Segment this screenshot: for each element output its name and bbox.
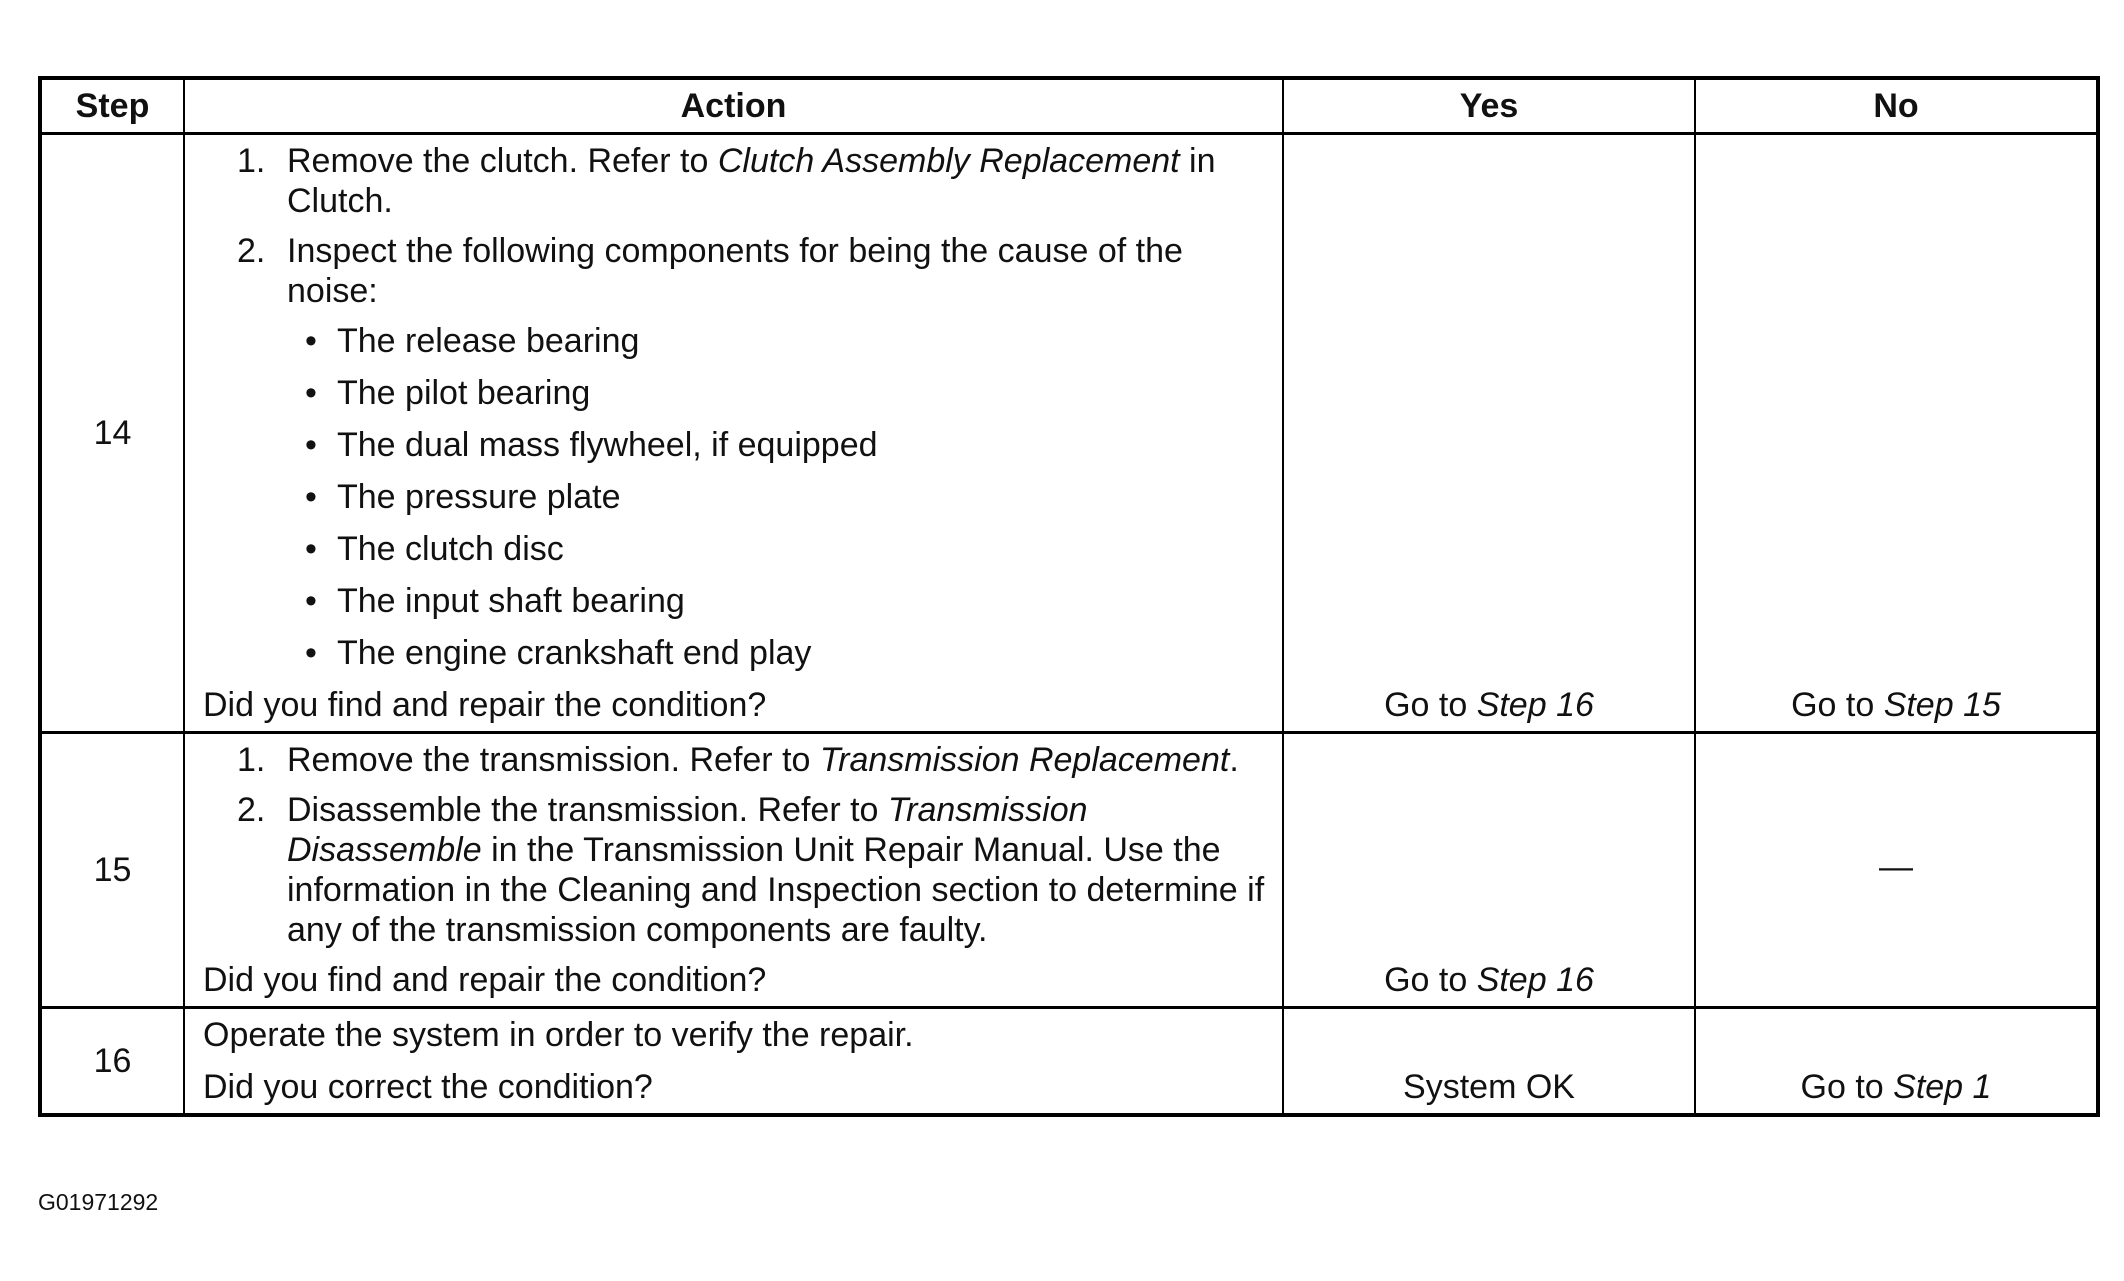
no-step-ref: Step 1 (1893, 1068, 1992, 1106)
table-row-step-14 (40, 134, 2098, 733)
question-text: Did you find and repair the condition? (203, 961, 767, 999)
no-step-ref: Step 15 (1883, 686, 2001, 724)
item-reference: Clutch Assembly Replacement (717, 142, 1180, 180)
header-yes: Yes (1283, 78, 1695, 134)
header-action: Action (184, 78, 1283, 134)
bullet-item (203, 425, 1266, 465)
diagnostic-table (38, 76, 2100, 1117)
bullet-item (203, 633, 1266, 673)
item-text: Disassemble the transmission. Refer to (287, 791, 888, 829)
bullet-icon: • (305, 322, 317, 360)
bullet-icon: • (305, 426, 317, 464)
numbered-list (203, 740, 1266, 950)
item-number: 2. (237, 791, 266, 829)
bullet-text: The engine crankshaft end play (337, 634, 812, 672)
list-item (203, 231, 1266, 311)
question-text: Did you correct the condition? (203, 1068, 653, 1106)
yes-step-ref: Step 16 (1476, 961, 1594, 999)
yes-text: Go to (1384, 686, 1477, 724)
action-cell (184, 733, 1283, 1008)
bullet-icon: • (305, 582, 317, 620)
numbered-list (203, 141, 1266, 311)
list-item (203, 740, 1266, 780)
yes-cell (1283, 134, 1695, 733)
bullet-item (203, 529, 1266, 569)
yes-step-ref: Step 16 (1476, 686, 1594, 724)
bullet-text: The dual mass flywheel, if equipped (337, 426, 878, 464)
no-text: Go to (1791, 686, 1884, 724)
item-reference: Transmission Disassemble (287, 791, 1088, 869)
item-number: 1. (237, 142, 266, 180)
action-cell (184, 134, 1283, 733)
yes-cell (1283, 733, 1695, 1008)
table-row-step-16 (40, 1008, 2098, 1116)
instruction-text: Operate the system in order to verify the repair. (203, 1016, 914, 1054)
bullet-icon: • (305, 634, 317, 672)
bullet-list (203, 321, 1266, 673)
action-cell (184, 1008, 1283, 1116)
item-number: 1. (237, 741, 266, 779)
bullet-text: The clutch disc (337, 530, 564, 568)
figure-id: G01971292 (38, 1189, 159, 1215)
step-number: 15 (40, 733, 184, 1008)
item-number: 2. (237, 232, 266, 270)
bullet-item (203, 581, 1266, 621)
item-text-tail: in the Transmission Unit Repair Manual. Use the information in the Cleaning and Inspection section to determine if any of the transmission components are faulty. (287, 831, 1265, 949)
item-text: Remove the clutch. Refer to (287, 142, 718, 180)
list-item (203, 141, 1266, 221)
bullet-icon: • (305, 530, 317, 568)
header-step: Step (40, 78, 184, 134)
item-reference: Transmission Replacement (819, 741, 1230, 779)
bullet-item (203, 321, 1266, 361)
item-text: Inspect the following components for being the cause of the noise: (287, 232, 1183, 310)
bullet-text: The release bearing (337, 322, 640, 360)
header-no: No (1695, 78, 2098, 134)
step-number: 14 (40, 134, 184, 733)
item-text: Remove the transmission. Refer to (287, 741, 820, 779)
no-text: Go to (1800, 1068, 1894, 1106)
bullet-icon: • (305, 478, 317, 516)
table-row-step-15 (40, 733, 2098, 1008)
no-cell (1695, 134, 2098, 733)
bullet-text: The pressure plate (337, 478, 621, 516)
no-cell: — (1695, 733, 2098, 1008)
question-text: Did you find and repair the condition? (203, 686, 767, 724)
bullet-item (203, 477, 1266, 517)
step-number: 16 (40, 1008, 184, 1116)
item-text-tail: in Clutch. (287, 142, 1216, 220)
item-text-tail: . (1229, 741, 1239, 779)
bullet-item (203, 373, 1266, 413)
bullet-icon: • (305, 374, 317, 412)
header-row (40, 78, 2098, 134)
bullet-text: The input shaft bearing (337, 582, 685, 620)
list-item (203, 790, 1266, 950)
bullet-text: The pilot bearing (337, 374, 591, 412)
yes-text: Go to (1384, 961, 1477, 999)
no-cell (1695, 1008, 2098, 1116)
yes-cell: System OK (1283, 1008, 1695, 1116)
